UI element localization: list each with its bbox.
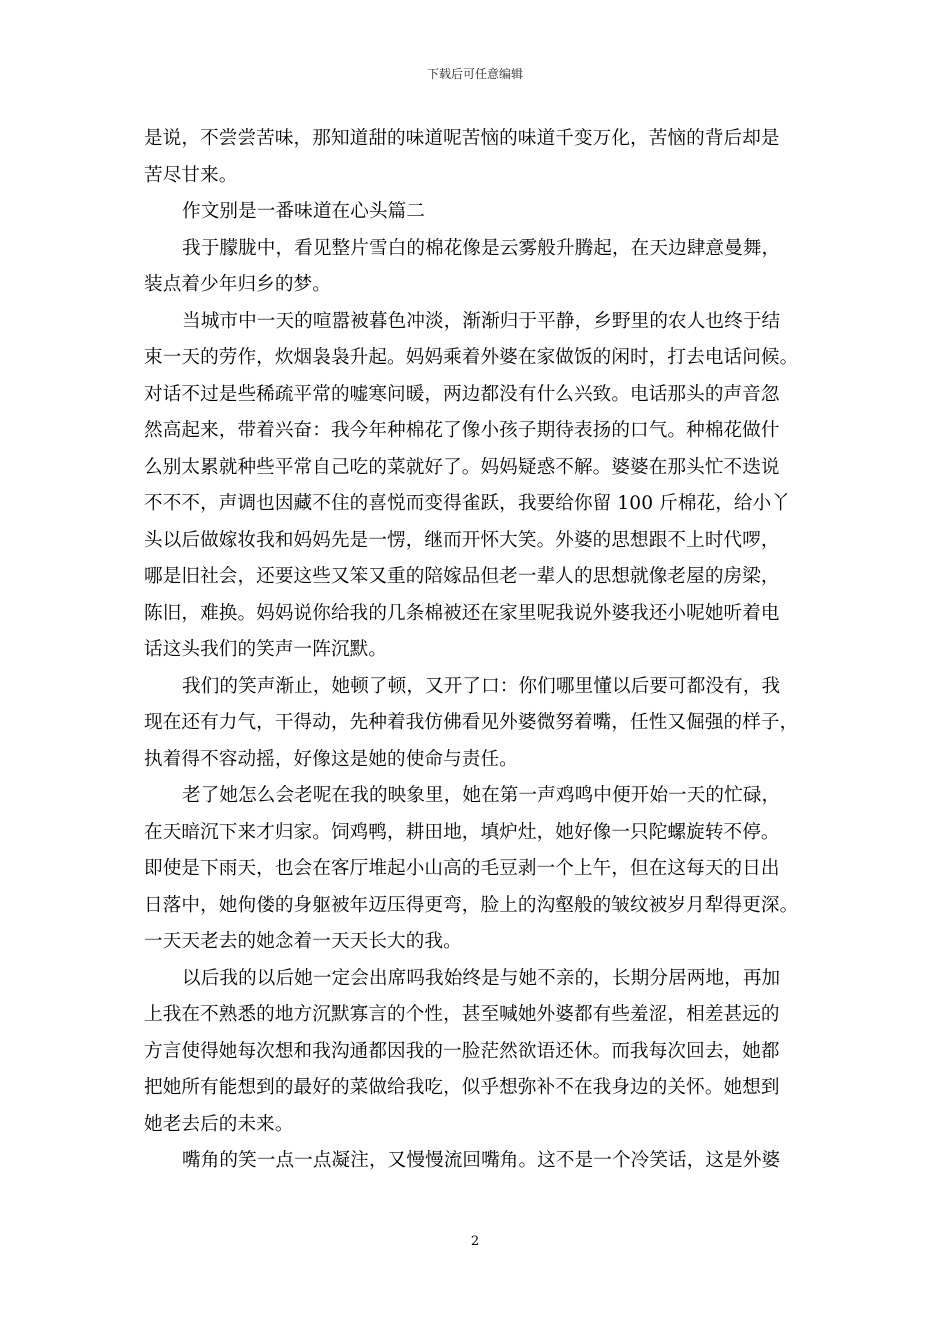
text-line: 苦尽甘来。 xyxy=(144,164,238,186)
text-line: 一天天老去的她念着一天天长大的我。 xyxy=(144,931,462,952)
text-line: 把她所有能想到的最好的菜做给我吃，似乎想弥补不在我身边的关怀。她想到 xyxy=(144,1077,780,1098)
text-line: 是说，不尝尝苦味，那知道甜的味道呢苦恼的味道千变万化，苦恼的背后却是 xyxy=(144,128,780,149)
text-line: 方言使得她每次想和我沟通都因我的一脸茫然欲语还休。而我每次回去，她都 xyxy=(144,1040,780,1062)
page-number: 2 xyxy=(470,1234,480,1249)
text-line: 束一天的劳作，炊烟袅袅升起。妈妈乘着外婆在家做饭的闲时，打去电话问候。 xyxy=(144,347,799,368)
section-title: 作文别是一番味道在心头篇二 xyxy=(182,201,426,222)
text-line: 上我在不熟悉的地方沉默寡言的个性，甚至喊她外婆都有些羞涩，相差甚远的 xyxy=(144,1004,780,1025)
text-line: 以后我的以后她一定会出席吗我始终是与她不亲的，长期分居两地，再加 xyxy=(182,967,781,989)
text-line: 我们的笑声渐止，她顿了顿，又开了口：你们哪里懂以后要可都没有，我 xyxy=(182,675,781,697)
text-line: 我于朦胧中，看见整片雪白的棉花像是云雾般升腾起，在天边肆意曼舞， xyxy=(182,237,781,259)
page-header: 下载后可任意编辑 xyxy=(426,67,523,81)
text-line: 老了她怎么会老呢在我的映象里，她在第一声鸡鸣中便开始一天的忙碌， xyxy=(182,785,781,806)
text-line: 头以后做嫁妆我和妈妈先是一愣，继而开怀大笑。外婆的思想跟不上时代啰， xyxy=(144,529,780,551)
text-line: 装点着少年归乡的梦。 xyxy=(144,274,331,295)
text-line: 然高起来，带着兴奋：我今年种棉花了像小孩子期待表扬的口气。种棉花做什 xyxy=(144,420,780,441)
text-line: 在天暗沉下来才归家。饲鸡鸭，耕田地，填炉灶，她好像一只陀螺旋转不停。 xyxy=(144,821,780,843)
document-body xyxy=(144,121,818,1180)
text-line: 执着得不容动摇，好像这是她的使命与责任。 xyxy=(144,748,518,770)
text-line: 日落中，她佝偻的身躯被年迈压得更弯，脸上的沟壑般的皱纹被岁月犁得更深。 xyxy=(144,894,799,916)
text-line: 话这头我们的笑声一阵沉默。 xyxy=(144,639,388,660)
text-line: 陈旧，难换。妈妈说你给我的几条棉被还在家里呢我说外婆我还小呢她听着电 xyxy=(144,602,780,624)
text-line: 么别太累就种些平常自己吃的菜就好了。妈妈疑惑不解。婆婆在那头忙不迭说 xyxy=(144,456,780,478)
text-line: 现在还有力气，干得动，先种着我仿佛看见外婆微努着嘴，任性又倔强的样子， xyxy=(144,712,799,733)
text-line: 不不不，声调也因藏不住的喜悦而变得雀跃，我要给你留 100 斤棉花，给小丫 xyxy=(144,493,791,514)
text-line: 即使是下雨天，也会在客厅堆起小山高的毛豆剥一个上午，但在这每天的日出 xyxy=(144,858,780,879)
text-line: 哪是旧社会，还要这些又笨又重的陪嫁品但老一辈人的思想就像老屋的房梁， xyxy=(144,566,780,587)
text-line: 她老去后的未来。 xyxy=(144,1113,294,1135)
text-line: 嘴角的笑一点一点凝注，又慢慢流回嘴角。这不是一个冷笑话，这是外婆 xyxy=(182,1150,781,1171)
text-line: 对话不过是些稀疏平常的嘘寒问暖，两边都没有什么兴致。电话那头的声音忽 xyxy=(144,383,780,405)
text-line: 当城市中一天的喧嚣被暮色冲淡，渐渐归于平静，乡野里的农人也终于结 xyxy=(182,310,781,332)
